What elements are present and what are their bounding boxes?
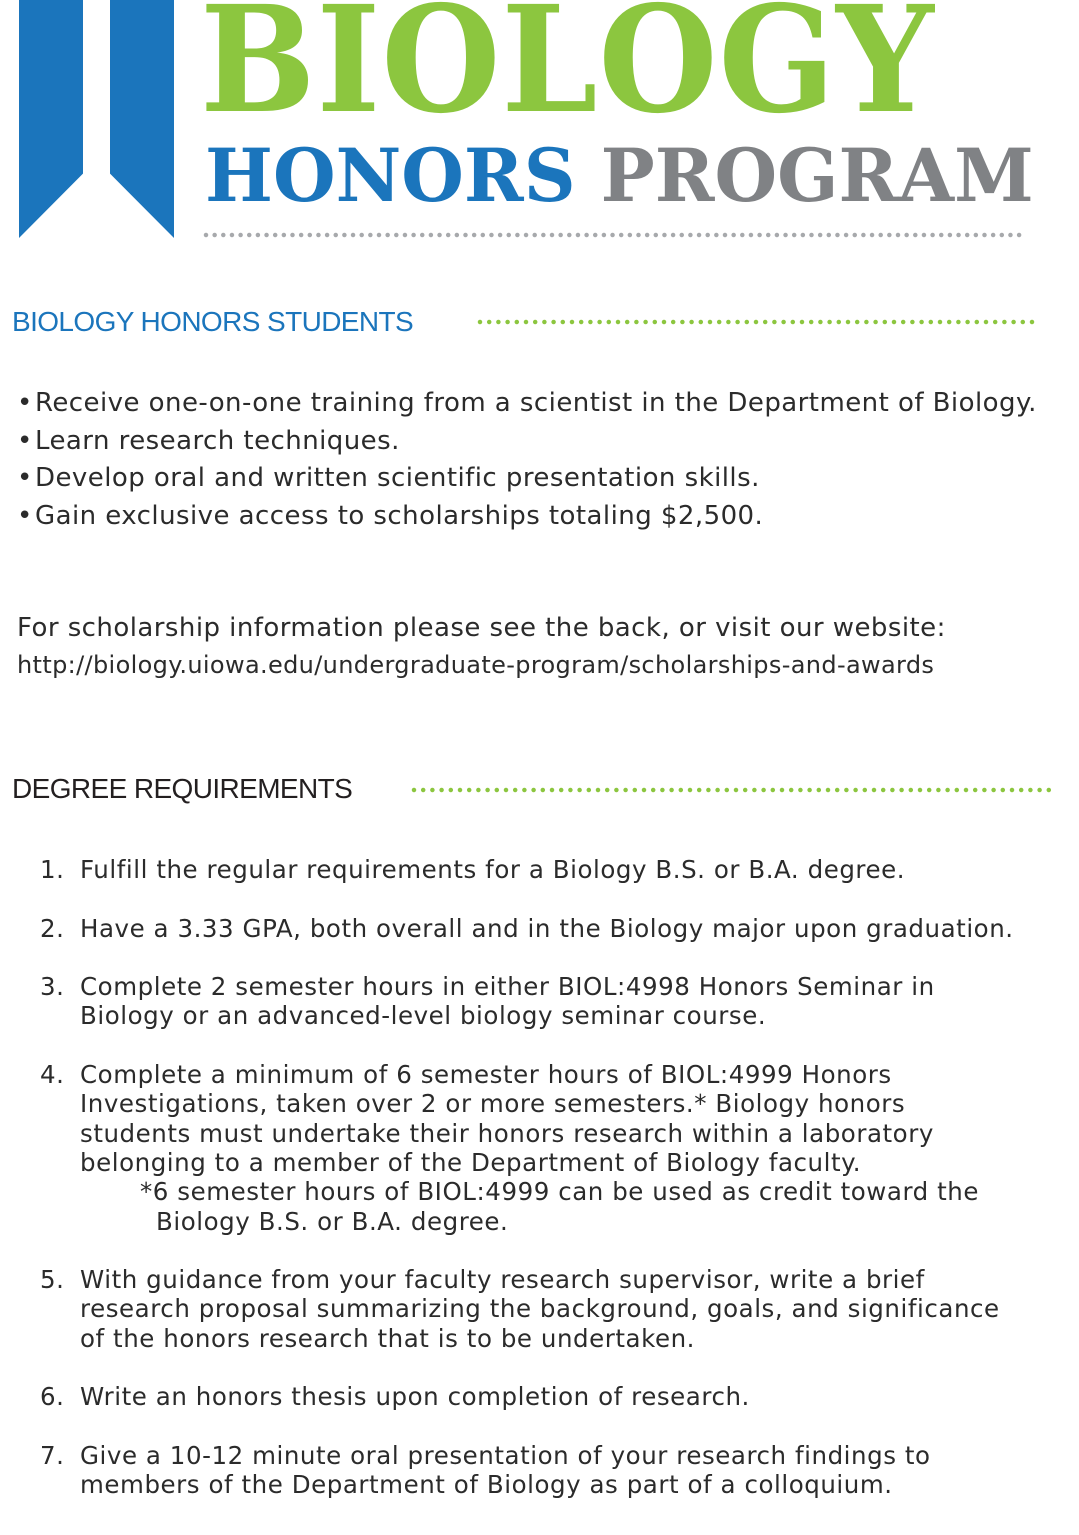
requirement-text: With guidance from your faculty research supervisor, write a brief research proposal summarizing the background, goals, and significance of the honors research that is to be undertaken. (80, 1265, 1000, 1353)
requirement-number: 4. (40, 1060, 65, 1090)
bullet-icon: • (17, 388, 33, 418)
title-subtitle (205, 133, 1034, 219)
requirement-number: 6. (40, 1382, 65, 1412)
bullet-icon: • (17, 500, 33, 531)
degree-dotted-rule (410, 786, 1060, 794)
requirement-item (40, 1441, 1020, 1500)
degree-section-heading: DEGREE REQUIREMENTS (12, 773, 353, 804)
scholarship-url-link[interactable]: http://biology.uiowa.edu/undergraduate-program/scholarships-and-awards (17, 651, 935, 679)
students-dotted-rule (476, 318, 1036, 326)
scholarship-info (17, 610, 946, 684)
bullet-text: Receive one-on-one training from a scientist in the Department of Biology. (35, 388, 1037, 418)
title-biology: BIOLOGY (200, 0, 935, 146)
list-item (17, 423, 1057, 461)
requirement-item (40, 972, 1020, 1031)
bullet-text: Develop oral and written scientific presentation skills. (35, 463, 760, 493)
title-honors: HONORS (205, 133, 576, 219)
requirement-item (40, 914, 1020, 943)
requirement-number: 1. (40, 855, 65, 884)
requirement-footnote: *6 semester hours of BIOL:4999 can be used as credit toward the Biology B.S. or B.A. degree. (140, 1177, 979, 1236)
requirement-text: Give a 10-12 minute oral presentation of your research findings to members of the Department of Biology as part of a colloquium. (80, 1440, 931, 1500)
requirement-number: 5. (40, 1265, 65, 1295)
requirement-number: 2. (40, 913, 65, 943)
requirement-text: Complete 2 semester hours in either BIOL:4998 Honors Seminar in Biology or an advanced-level biology seminar course. (80, 972, 935, 1031)
list-item (17, 498, 1057, 536)
title-program: PROGRAM (600, 133, 1034, 219)
requirement-text: Fulfill the regular requirements for a Biology B.S. or B.A. degree. (80, 855, 906, 884)
benefits-list (17, 385, 1057, 535)
bullet-icon: • (17, 425, 33, 456)
requirement-number: 7. (40, 1440, 65, 1470)
bookmark-ribbon-logo (19, 0, 174, 240)
list-item (17, 385, 1057, 423)
students-section-heading: BIOLOGY HONORS STUDENTS (12, 306, 414, 337)
bullet-text: Gain exclusive access to scholarships totaling $2,500. (35, 500, 764, 531)
requirement-number: 3. (40, 972, 65, 1002)
requirements-list (40, 855, 1020, 1529)
header-dotted-rule (203, 231, 1028, 239)
requirement-text: Write an honors thesis upon completion of research. (80, 1382, 750, 1412)
requirement-text: Have a 3.33 GPA, both overall and in the Biology major upon graduation. (80, 913, 1014, 943)
list-item (17, 460, 1057, 498)
requirement-text: Complete a minimum of 6 semester hours of BIOL:4999 Honors Investigations, taken over 2 or more semesters.* Biology honors students must undertake their honors research within a laboratory belonging to a member of the Department of Biology faculty. (80, 1060, 934, 1177)
requirement-item (40, 1265, 1020, 1353)
ribbon-gap (83, 0, 110, 185)
requirement-item (40, 1382, 1020, 1411)
bullet-icon: • (17, 463, 33, 493)
scholarship-text: For scholarship information please see the back, or visit our website: (17, 613, 946, 643)
bullet-text: Learn research techniques. (35, 425, 400, 456)
requirement-item (40, 855, 1020, 884)
requirement-item (40, 1060, 1020, 1236)
